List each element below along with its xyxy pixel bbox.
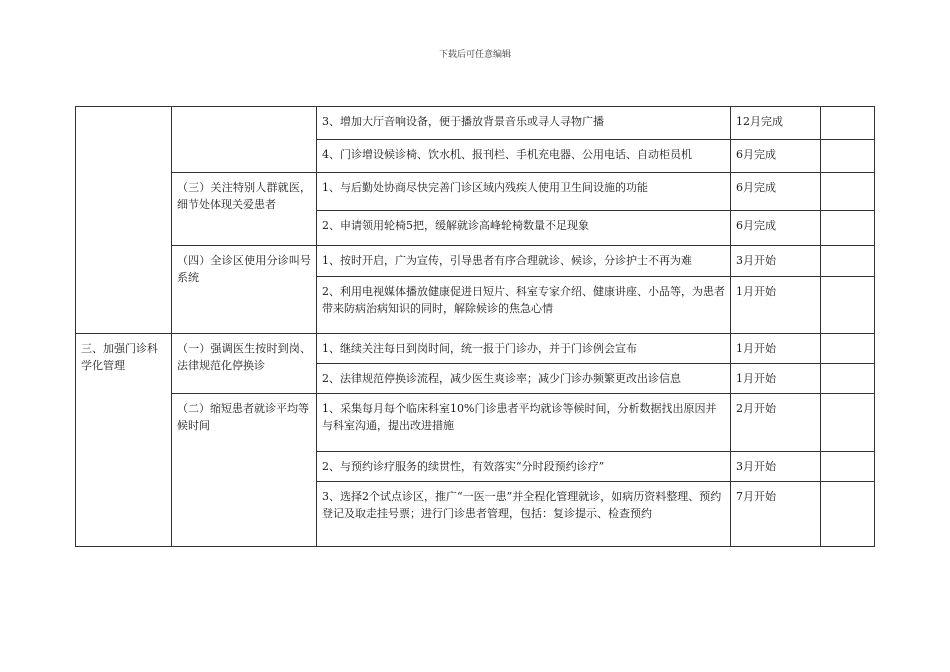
category-cell [76, 107, 172, 334]
time-cell: 1月开始 [731, 364, 821, 394]
time-cell: 12月完成 [731, 107, 821, 140]
time-cell: 2月开始 [731, 394, 821, 452]
time-cell: 6月完成 [731, 173, 821, 211]
time-cell: 3月开始 [731, 246, 821, 277]
task-cell: 1、采集每月每个临床科室10%门诊患者平均就诊等候时间，分析数据找出原因并与科室沟通，提出改进措施 [317, 394, 731, 452]
subcategory-cell: （二）缩短患者就诊平均等候时间 [172, 394, 317, 547]
note-cell [821, 140, 875, 173]
page-header: 下载后可任意编辑 [438, 50, 511, 60]
note-cell [821, 211, 875, 246]
time-cell: 1月开始 [731, 277, 821, 334]
note-cell [821, 482, 875, 547]
table-row [76, 173, 875, 211]
table-row [76, 107, 875, 140]
time-cell: 6月完成 [731, 140, 821, 173]
task-cell: 4、门诊增设候诊椅、饮水机、报刊栏、手机充电器、公用电话、自动柜员机 [317, 140, 731, 173]
note-cell [821, 334, 875, 364]
task-cell: 2、法律规范停换诊流程，减少医生爽诊率；减少门诊办频繁更改出诊信息 [317, 364, 731, 394]
subcategory-cell: （一）强调医生按时到岗、法律规范化停换诊 [172, 334, 317, 394]
task-cell: 1、按时开启，广为宣传，引导患者有序合理就诊、候诊，分诊护士不再为难 [317, 246, 731, 277]
note-cell [821, 452, 875, 482]
task-cell: 3、增加大厅音响设备，便于播放背景音乐或寻人寻物广播 [317, 107, 731, 140]
time-cell: 6月完成 [731, 211, 821, 246]
subcategory-cell [172, 107, 317, 173]
category-cell: 三、加强门诊科学化管理 [76, 334, 172, 547]
task-cell: 2、申请领用轮椅5把，缓解就诊高峰轮椅数量不足现象 [317, 211, 731, 246]
table-row [76, 334, 875, 364]
task-cell: 2、与预约诊疗服务的续贯性，有效落实“分时段预约诊疗” [317, 452, 731, 482]
note-cell [821, 107, 875, 140]
table-row [76, 246, 875, 277]
table-row [76, 394, 875, 452]
note-cell [821, 364, 875, 394]
note-cell [821, 246, 875, 277]
subcategory-cell: （四）全诊区使用分诊叫号系统 [172, 246, 317, 334]
time-cell: 7月开始 [731, 482, 821, 547]
time-cell: 1月开始 [731, 334, 821, 364]
note-cell [821, 394, 875, 452]
task-cell: 2、利用电视媒体播放健康促进日短片、科室专家介绍、健康讲座、小品等，为患者带来防病治病知识的同时，解除候诊的焦急心情 [317, 277, 731, 334]
task-cell: 3、选择2个试点诊区，推广“一医一患”并全程化管理就诊，如病历资料整理、预约登记及取走挂号票；进行门诊患者管理，包括：复诊提示、检查预约 [317, 482, 731, 547]
task-cell: 1、继续关注每日到岗时间，统一报于门诊办，并于门诊例会宣布 [317, 334, 731, 364]
time-cell: 3月开始 [731, 452, 821, 482]
work-plan-table [75, 106, 875, 547]
note-cell [821, 173, 875, 211]
task-cell: 1、与后勤处协商尽快完善门诊区域内残疾人使用卫生间设施的功能 [317, 173, 731, 211]
note-cell [821, 277, 875, 334]
subcategory-cell: （三）关注特别人群就医，细节处体现关爱患者 [172, 173, 317, 246]
